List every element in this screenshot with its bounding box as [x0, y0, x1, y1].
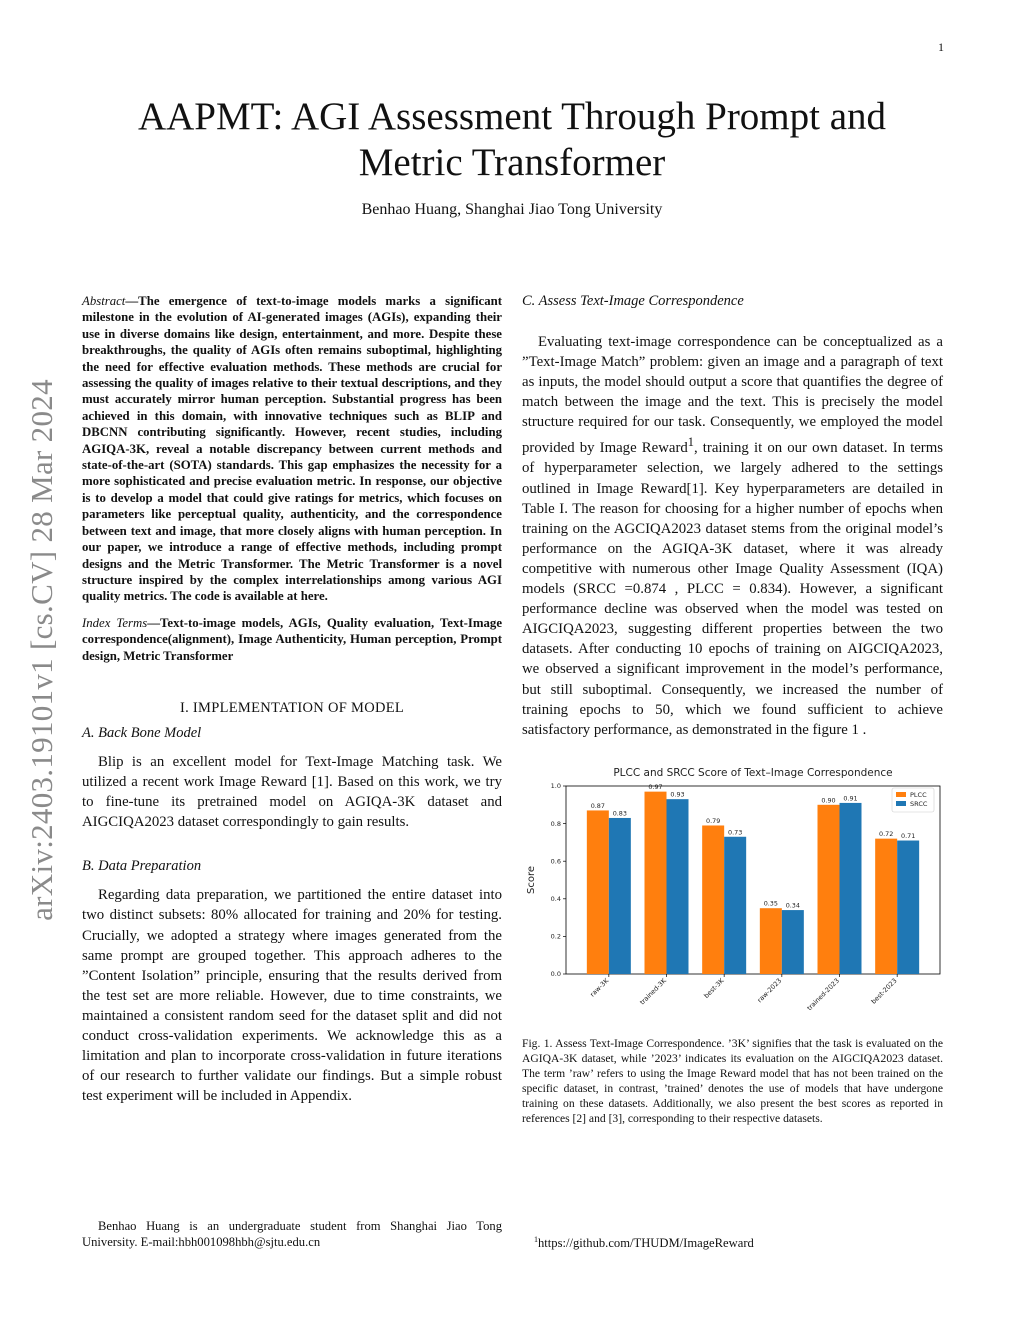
- bar-plcc-best-2023: [875, 838, 897, 973]
- subsection-a-text: Blip is an excellent model for Text-Image Matching task. We utilized a recent work Image Reward [1]. Based on this work, we try to fine-tune its pretrained model on AGIQA-3K dataset and AIGCIQA2023 dataset correspondingly to gain results.: [82, 753, 502, 831]
- y-tick-label: 0.4: [550, 894, 561, 903]
- y-tick-label: 1.0: [550, 781, 561, 790]
- legend-label: SRCC: [910, 799, 928, 808]
- x-tick-label: trained-3K: [638, 976, 668, 1007]
- index-terms: [82, 615, 502, 664]
- bar-plcc-raw-2023: [760, 908, 782, 974]
- bar-value-label: 0.90: [821, 796, 836, 805]
- bar-srcc-raw-3K: [609, 818, 631, 974]
- abstract-label: Abstract: [82, 294, 126, 308]
- author-affiliation: Benhao Huang, Shanghai Jiao Tong University: [361, 201, 663, 218]
- x-tick-label: trained-2023: [805, 976, 841, 1013]
- subsection-b-text: Regarding data preparation, we partitioned the entire dataset into two distinct subsets: 80% allocated for training and 20% for testing. Crucially, we adopted a strategy where images generated from the same prompt are grouped together. This approach adheres to the ”Content Isolation” principle, ensuring that the results derived from the test set are more reliable. However, due to time constraints, we maintained a consistent random seed for the dataset split and did not conduct cross-validation experiments. We acknowledge this as a limitation and plan to incorporate cross-validation in future iterations of our research to further validate our findings. But a simple robust test experiment will be included in Appendix.: [82, 887, 502, 1105]
- abstract: [82, 293, 502, 605]
- subsection-a-heading: A. Back Bone Model: [82, 724, 202, 741]
- bar-value-label: 0.93: [670, 790, 685, 799]
- bar-plcc-trained-2023: [818, 805, 840, 974]
- index-terms-text: —Text-to-image models, AGIs, Quality evaluation, Text-Image correspondence(alignment), Image Authenticity, Human perception, Prompt design, Metric Transformer: [82, 615, 502, 663]
- y-tick-label: 0.8: [550, 819, 561, 828]
- x-tick-label: best-2023: [869, 976, 899, 1006]
- y-axis-label: Score: [526, 865, 537, 894]
- bar-srcc-best-2023: [897, 840, 919, 973]
- bar-value-label: 0.73: [728, 828, 743, 837]
- legend-swatch: [896, 792, 906, 797]
- bar-value-label: 0.79: [706, 816, 721, 825]
- bar-plcc-raw-3K: [587, 810, 609, 974]
- index-terms-label: Index Terms: [82, 615, 148, 630]
- subsection-b-heading: B. Data Preparation: [82, 858, 202, 875]
- legend-label: PLCC: [910, 790, 927, 799]
- legend-swatch: [896, 801, 906, 806]
- figure-1-caption: Fig. 1. Assess Text-Image Correspondence. ’3K’ signifies that the task is evaluated on the AGIQA-3K dataset, while ’2023’ indicates its evaluation on the AIGCIQA2023 dataset. The term ’raw’ refers to using the Image Reward model that has not been trained on the specific dataset, in contrast, ’trained’ denotes the use of models that have undergone training on these datasets. Additionally, we also present the best scores as reported in references [2] and [3], corresponding to their respective datasets.: [522, 1036, 943, 1126]
- subsection-c-heading: C. Assess Text-Image Correspondence: [522, 293, 744, 309]
- bar-srcc-trained-3K: [667, 799, 689, 974]
- subsection-c-text-part2: , training it on our own dataset. In terms of hyperparameter selection, we largely adhered to the settings outlined in Image Reward[1]. Key hyperparameters are detailed in Table I. The reason for choosing for a higher number of epochs when training on the AGCIQA2023 dataset stems from the original model’s performance on the AGIQA-3K dataset, where it was already competitive with numerous other Image Quality Assessment (IQA) models (SRCC =0.874 , PLCC = 0.834). However, a significant performance decline was observed when the model was tested on AIGCIQA2023, suggesting different properties between the two datasets. After conducting 10 epochs of training on AIGCIQA2023, we observed a significant improvement in the model’s performance, but still suboptimal. Consequently, we increased the number of training epochs to 50, which we found sufficient to achieve satisfactory performance, as demonstrated in the figure 1 .: [522, 440, 943, 738]
- bar-value-label: 0.72: [879, 829, 894, 838]
- subsection-c-text: [522, 332, 943, 740]
- bar-value-label: 0.91: [843, 794, 858, 803]
- bar-value-label: 0.71: [901, 831, 916, 840]
- x-tick-label: best-3K: [702, 976, 726, 1000]
- bar-value-label: 0.87: [590, 801, 605, 810]
- y-tick-label: 0.0: [550, 969, 561, 978]
- figure-1-chart: [522, 762, 943, 1024]
- chart-title: PLCC and SRCC Score of Text–Image Correspondence: [613, 766, 893, 779]
- footnote-mark: 1: [687, 435, 694, 450]
- y-tick-label: 0.6: [550, 857, 561, 866]
- bar-srcc-raw-2023: [782, 910, 804, 974]
- x-tick-label: raw-3K: [588, 976, 611, 999]
- y-tick-label: 0.2: [550, 932, 561, 941]
- bar-chart: [522, 762, 943, 1024]
- url-footnote-mark: 1: [534, 1235, 538, 1244]
- arxiv-watermark: arXiv:2403.19101v1 [cs.CV] 28 Mar 2024: [24, 379, 59, 921]
- abstract-text: —The emergence of text-to-image models marks a significant milestone in the evolution of AI-generated images (AGIs), expanding their use in diverse domains like design, entertainment, and more. Despite these breakthroughs, the quality of AGIs often remains suboptimal, highlighting the need for effective evaluation methods. These methods are crucial for assessing the quality of images relative to their textual descriptions, and they must accurately mirror human perception. Substantial progress has been achieved in this domain, with innovative techniques such as BLIP and DBCNN contributing significantly. However, recent studies, including AGIQA-3K, reveal a notable discrepancy between current methods and state-of-the-art (SOTA) standards. This gap emphasizes the necessity for a more sophisticated and precise evaluation metric. In response, our objective is to develop a model that could give ratings for metrics, which focuses on parameters like perceptual quality, authenticity, and the correspondence between text and image, that more closely aligns with human perception. In our paper, we introduce a range of effective methods, including prompt designs and the Metric Transformer. The Metric Transformer is a novel structure inspired by the complex interrelationships among various AGI quality metrics. The code is available at here.: [82, 294, 502, 604]
- bar-value-label: 0.34: [785, 901, 800, 910]
- section-heading: I. IMPLEMENTATION OF MODEL: [179, 699, 405, 716]
- bar-plcc-best-3K: [702, 825, 724, 974]
- subsection-c-text-part1: Evaluating text-image correspondence can be conceptualized as a ”Text-Image Match” problem: given an image and a paragraph of text as inputs, the model should output a score that quantifies the degree of match between the image and the text. This is precisely the model structure required for our task. Consequently, we employed the model provided by Image Reward: [522, 334, 943, 457]
- bar-plcc-trained-3K: [645, 791, 667, 973]
- bar-value-label: 0.35: [763, 899, 778, 908]
- bar-value-label: 0.83: [612, 809, 627, 818]
- bar-value-label: 0.97: [648, 782, 663, 791]
- right-column: [522, 293, 943, 1126]
- url-footnote-text: https://github.com/THUDM/ImageReward: [538, 1236, 754, 1251]
- x-tick-label: raw-2023: [755, 976, 784, 1005]
- page-number: 1: [938, 40, 944, 54]
- paper-title: AAPMT: AGI Assessment Through Prompt and Metric Transformer: [137, 95, 887, 184]
- bar-srcc-trained-2023: [840, 803, 862, 974]
- left-column: [82, 293, 502, 1106]
- bar-srcc-best-3K: [724, 837, 746, 974]
- author-footnote: Benhao Huang is an undergraduate student from Shanghai Jiao Tong University. E-mail:hbh001098hbh@sjtu.edu.cn: [82, 1219, 502, 1249]
- url-footnote: [534, 1235, 754, 1251]
